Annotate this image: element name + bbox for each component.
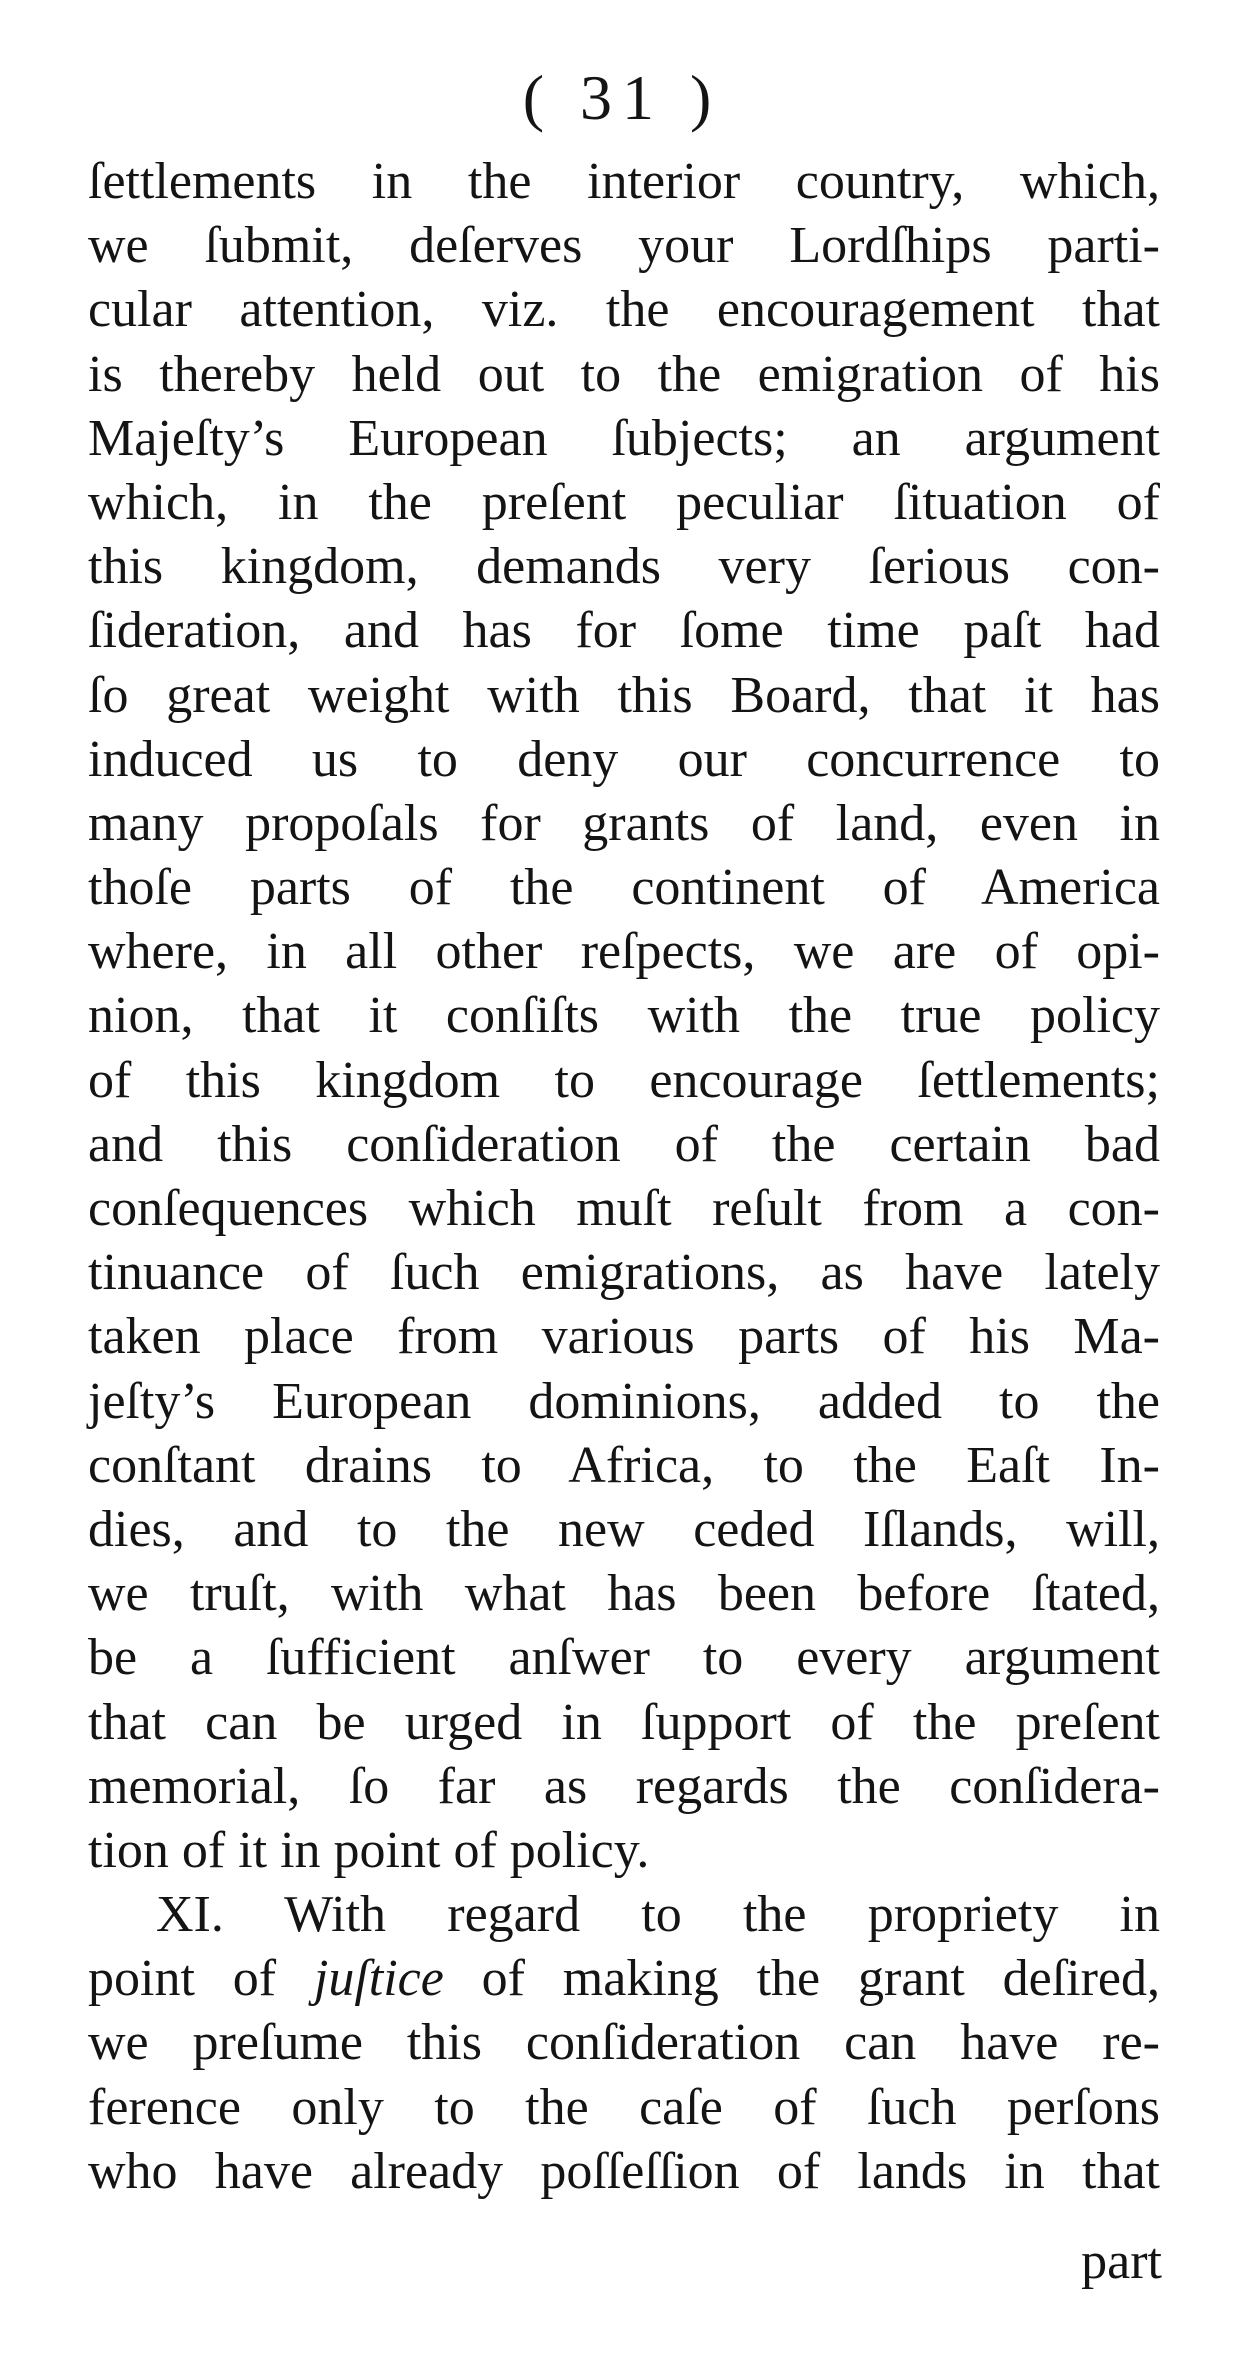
text-line: which, in the preſent peculiar ſituation of (88, 473, 1160, 531)
paragraph-xi-line: we preſume this conſideration can have re- (88, 2014, 1160, 2072)
paragraph-xi-line (88, 1947, 1160, 2011)
text-line: conſequences which muſt reſult from a con- (88, 1180, 1160, 1237)
text-line: tinuance of ſuch emigrations, as have lately (88, 1244, 1160, 1302)
text-run: point of (88, 1950, 314, 2008)
text-line: we truſt, with what has been before ſtated, (88, 1565, 1160, 1623)
text-line: conſtant drains to Africa, to the Eaſt In- (88, 1436, 1160, 1494)
text-line: ſo great weight with this Board, that it has (88, 666, 1160, 724)
paragraph-xi-line: ference only to the caſe of ſuch perſons (88, 2078, 1160, 2136)
catchword: part (1081, 2233, 1162, 2290)
text-line: jeſty’s European dominions, added to the (88, 1372, 1160, 1430)
text-line: memorial, ſo far as regards the conſidera- (88, 1757, 1160, 1815)
text-line: tion of it in point of policy. (88, 1821, 650, 1879)
text-line: cular attention, viz. the encouragement that (88, 281, 1160, 339)
paragraph-xi-line: XI. With regard to the propriety in (156, 1886, 1160, 1944)
text-line: ſettlements in the interior country, which, (88, 153, 1160, 210)
text-line: and this conſideration of the certain bad (88, 1115, 1160, 1173)
page-number: ( 31 ) (522, 62, 722, 133)
text-line: many propoſals for grants of land, even in (88, 794, 1160, 852)
text-line: Majeſty’s European ſubjects; an argument (88, 409, 1160, 467)
text-line: this kingdom, demands very ſerious con- (88, 538, 1160, 596)
text-line: that can be urged in ſupport of the preſent (88, 1693, 1160, 1751)
text-run: of making the grant deſired, (443, 1950, 1160, 2008)
text-line: induced us to deny our concurrence to (88, 730, 1160, 788)
italic-word-justice: juſtice (313, 1950, 444, 2008)
text-line: we ſubmit, deſerves your Lordſhips parti- (88, 217, 1160, 275)
text-line: thoſe parts of the continent of America (88, 859, 1160, 917)
paragraph-xi-line: who have already poſſeſſion of lands in that (88, 2142, 1160, 2200)
text-line: be a ſufficient anſwer to every argument (88, 1629, 1160, 1687)
text-line: where, in all other reſpects, we are of opi- (88, 923, 1160, 981)
text-line: ſideration, and has for ſome time paſt had (88, 602, 1160, 660)
body-text (88, 150, 1160, 2204)
text-line: is thereby held out to the emigration of his (88, 345, 1160, 403)
text-line: of this kingdom to encourage ſettlements; (88, 1051, 1160, 1109)
text-line: taken place from various parts of his Ma- (88, 1308, 1160, 1366)
text-line: dies, and to the new ceded Iſlands, will, (88, 1500, 1160, 1558)
text-line: nion, that it conſiſts with the true policy (88, 987, 1160, 1045)
